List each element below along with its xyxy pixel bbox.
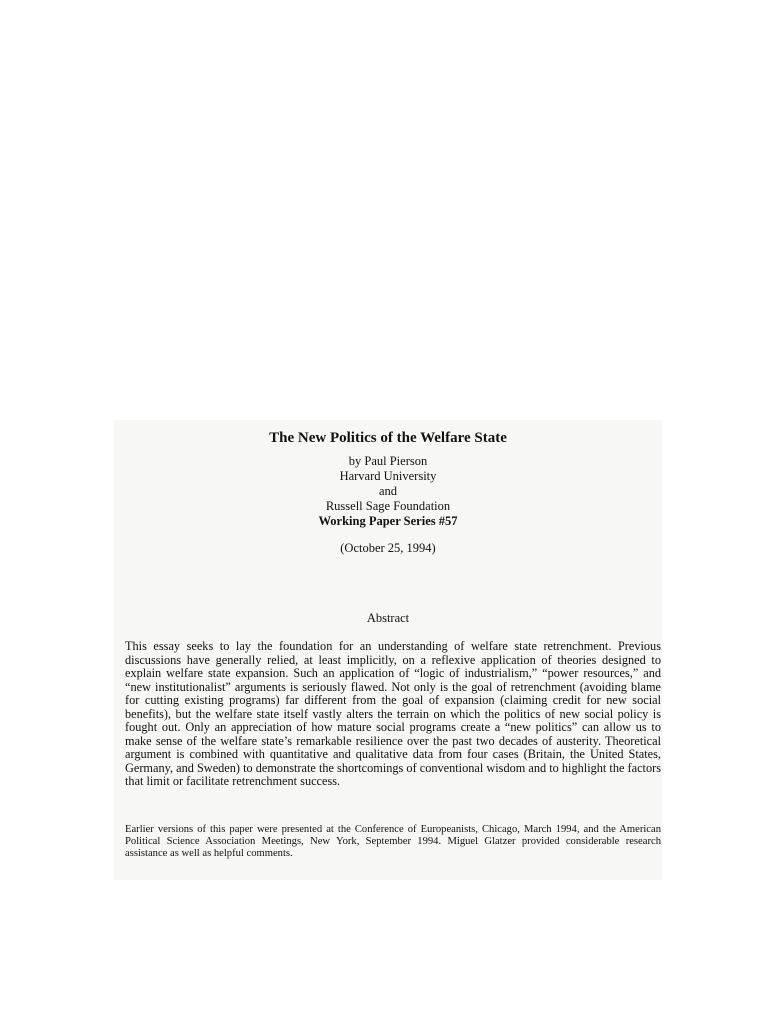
paper-title: The New Politics of the Welfare State — [269, 430, 507, 446]
paper-date: (October 25, 1994) — [340, 541, 436, 555]
abstract-heading: Abstract — [366, 611, 410, 625]
affiliation-russell-sage: Russell Sage Foundation — [325, 499, 451, 513]
title-block — [114, 428, 662, 556]
affiliation-harvard: Harvard University — [339, 469, 437, 483]
series-label: Working Paper Series #57 — [318, 514, 458, 528]
acknowledgement-note: Earlier versions of this paper were presented at the Conference of Europeanists, Chicago, March 1994, and the American Political Science Association Meetings, New York, September 1994. Miguel Glatzer provided considerable research assistance as well as helpful comments. — [125, 824, 661, 860]
affiliation-conjunction: and — [378, 484, 398, 498]
abstract-text: This essay seeks to lay the foundation for an understanding of welfare state retrenchment. Previous discussions have generally relied, at least implicitly, on a reflexive application of theories designed to explain welfare state expansion. Such an application of “logic of industrialism,” “power resources,” and “new institutionalist” arguments is seriously flawed. Not only is the goal of retrenchment (avoiding blame for cutting existing programs) far different from the goal of expansion (claiming credit for new social benefits), but the welfare state itself vastly alters the terrain on which the politics of new social policy is fought out. Only an appreciation of how mature social programs create a “new politics” can allow us to make sense of the welfare state’s remarkable resilience over the past two decades of austerity. Theoretical argument is combined with quantitative and qualitative data from four cases (Britain, the United States, Germany, and Sweden) to demonstrate the shortcomings of conventional wisdom and to highlight the factors that limit or facilitate retrenchment success. — [125, 639, 661, 788]
author-byline: by Paul Pierson — [348, 454, 428, 468]
